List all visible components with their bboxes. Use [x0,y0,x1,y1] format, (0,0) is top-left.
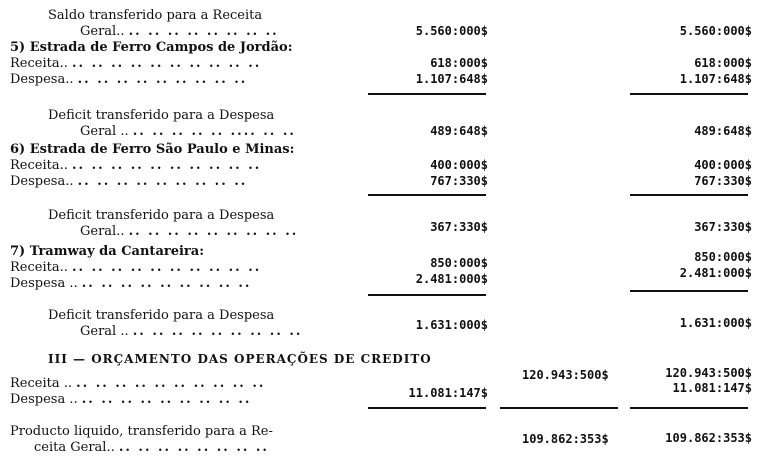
s5-receita-col1: 618:000$ [430,56,488,70]
s6-deficit-col3: 367:330$ [694,220,752,234]
section-7-despesa [10,276,251,291]
s5-despesa-col1: 1.107:648$ [415,72,488,86]
s6-despesa-col3: 767:330$ [694,174,752,188]
dot-leader: .. .. .. .. .. .. .. .. .. [77,174,248,189]
rule-divider [630,407,748,409]
s5-deficit-label: Deficit transferido para a Despesa [48,108,275,123]
rule-divider [368,407,486,409]
section-iii-heading: III — ORÇAMENTO DAS OPERAÇÕES DE CREDITO [48,352,432,366]
rule-divider [368,194,486,196]
section-6-receita [10,158,261,173]
dot-leader: .. .. .. .. .. .. .. .. .. .. [72,158,262,173]
line-text: Receita.. [10,260,68,275]
line-text: Geral .. [80,124,129,139]
dot-leader: .. .. .. .. .. .. .. .. .. [81,392,252,407]
saldo-transfer-label-cont [80,24,279,39]
producto-liquido-label: Producto liquido, transferido para a Re- [10,424,273,439]
producto-liquido-col2: 109.862:353$ [522,432,609,446]
dot-leader: .. .. .. .. .. .. .. .. .. .. [72,56,262,71]
s3-receita-col3: 120.943:500$ [665,366,752,380]
line-text: Receita .. [10,376,72,391]
section-iii-despesa [10,392,251,407]
s5-deficit-col3: 489:648$ [694,124,752,138]
section-6-heading: 6) Estrada de Ferro São Paulo e Minas: [10,142,295,157]
s7-despesa-col1: 2.481:000$ [415,272,488,286]
rule-divider [630,93,748,95]
rule-divider [368,93,486,95]
s6-despesa-col1: 767:330$ [430,174,488,188]
section-7-heading: 7) Tramway da Cantareira: [10,244,204,259]
dot-leader: .. .. .. .. .. .. .. .. .. [81,276,252,291]
s7-receita-col1: 850:000$ [430,256,488,270]
section-7-receita [10,260,261,275]
section-6-despesa [10,174,247,189]
s6-deficit-label: Deficit transferido para a Despesa [48,208,275,223]
section-5-receita [10,56,261,71]
line-text: Geral.. [80,24,125,39]
line-text: Receita.. [10,56,68,71]
s6-receita-col1: 400:000$ [430,158,488,172]
section-5-despesa [10,72,247,87]
line-text: Despesa.. [10,174,74,189]
dot-leader: .. .. .. .. .. .... .. .. [132,124,296,139]
s7-deficit-col1: 1.631:000$ [415,318,488,332]
saldo-value-col3: 5.560:000$ [679,24,752,38]
line-text: Despesa .. [10,392,78,407]
s6-deficit-label-cont [80,224,298,239]
section-5-heading: 5) Estrada de Ferro Campos de Jordão: [10,40,293,55]
dot-leader: .. .. .. .. .. .. .. .. .. .. [72,260,262,275]
s3-despesa-col3: 11.081:147$ [672,381,752,395]
s6-deficit-col1: 367:330$ [430,220,488,234]
s5-despesa-col3: 1.107:648$ [679,72,752,86]
line-text: Despesa .. [10,276,78,291]
s3-receita-col2: 120.943:500$ [522,368,609,382]
line-text: ceita Geral.. [34,440,115,455]
s3-despesa-col1: 11.081:147$ [408,386,488,400]
s5-deficit-col1: 489:648$ [430,124,488,138]
dot-leader: .. .. .. .. .. .. .. .. [118,440,269,455]
producto-liquido-label-cont [34,440,269,455]
dot-leader: .. .. .. .. .. .. .. .. .. [128,224,299,239]
dot-leader: .. .. .. .. .. .. .. .. .. .. [76,376,266,391]
s6-receita-col3: 400:000$ [694,158,752,172]
line-text: Geral .. [80,324,129,339]
rule-divider [368,294,486,296]
producto-liquido-col3: 109.862:353$ [665,431,752,445]
section-iii-receita [10,376,265,391]
s5-receita-col3: 618:000$ [694,56,752,70]
s7-deficit-label: Deficit transferido para a Despesa [48,308,275,323]
s7-deficit-label-cont [80,324,302,339]
rule-divider [630,194,748,196]
rule-divider [630,290,748,292]
line-text: Receita.. [10,158,68,173]
s5-deficit-label-cont [80,124,296,139]
s7-receita-col3: 850:000$ [694,250,752,264]
s7-despesa-col3: 2.481:000$ [679,266,752,280]
saldo-value-col1: 5.560:000$ [415,24,488,38]
saldo-transfer-label: Saldo transferido para a Receita [48,8,263,23]
s7-deficit-col3: 1.631:000$ [679,316,752,330]
dot-leader: .. .. .. .. .. .. .. .. .. [77,72,248,87]
dot-leader: .. .. .. .. .. .. .. .. .. [132,324,303,339]
line-text: Despesa.. [10,72,74,87]
line-text: Geral.. [80,224,125,239]
rule-divider [500,407,618,409]
dot-leader: .. .. .. .. .. .. .. .. [128,24,279,39]
